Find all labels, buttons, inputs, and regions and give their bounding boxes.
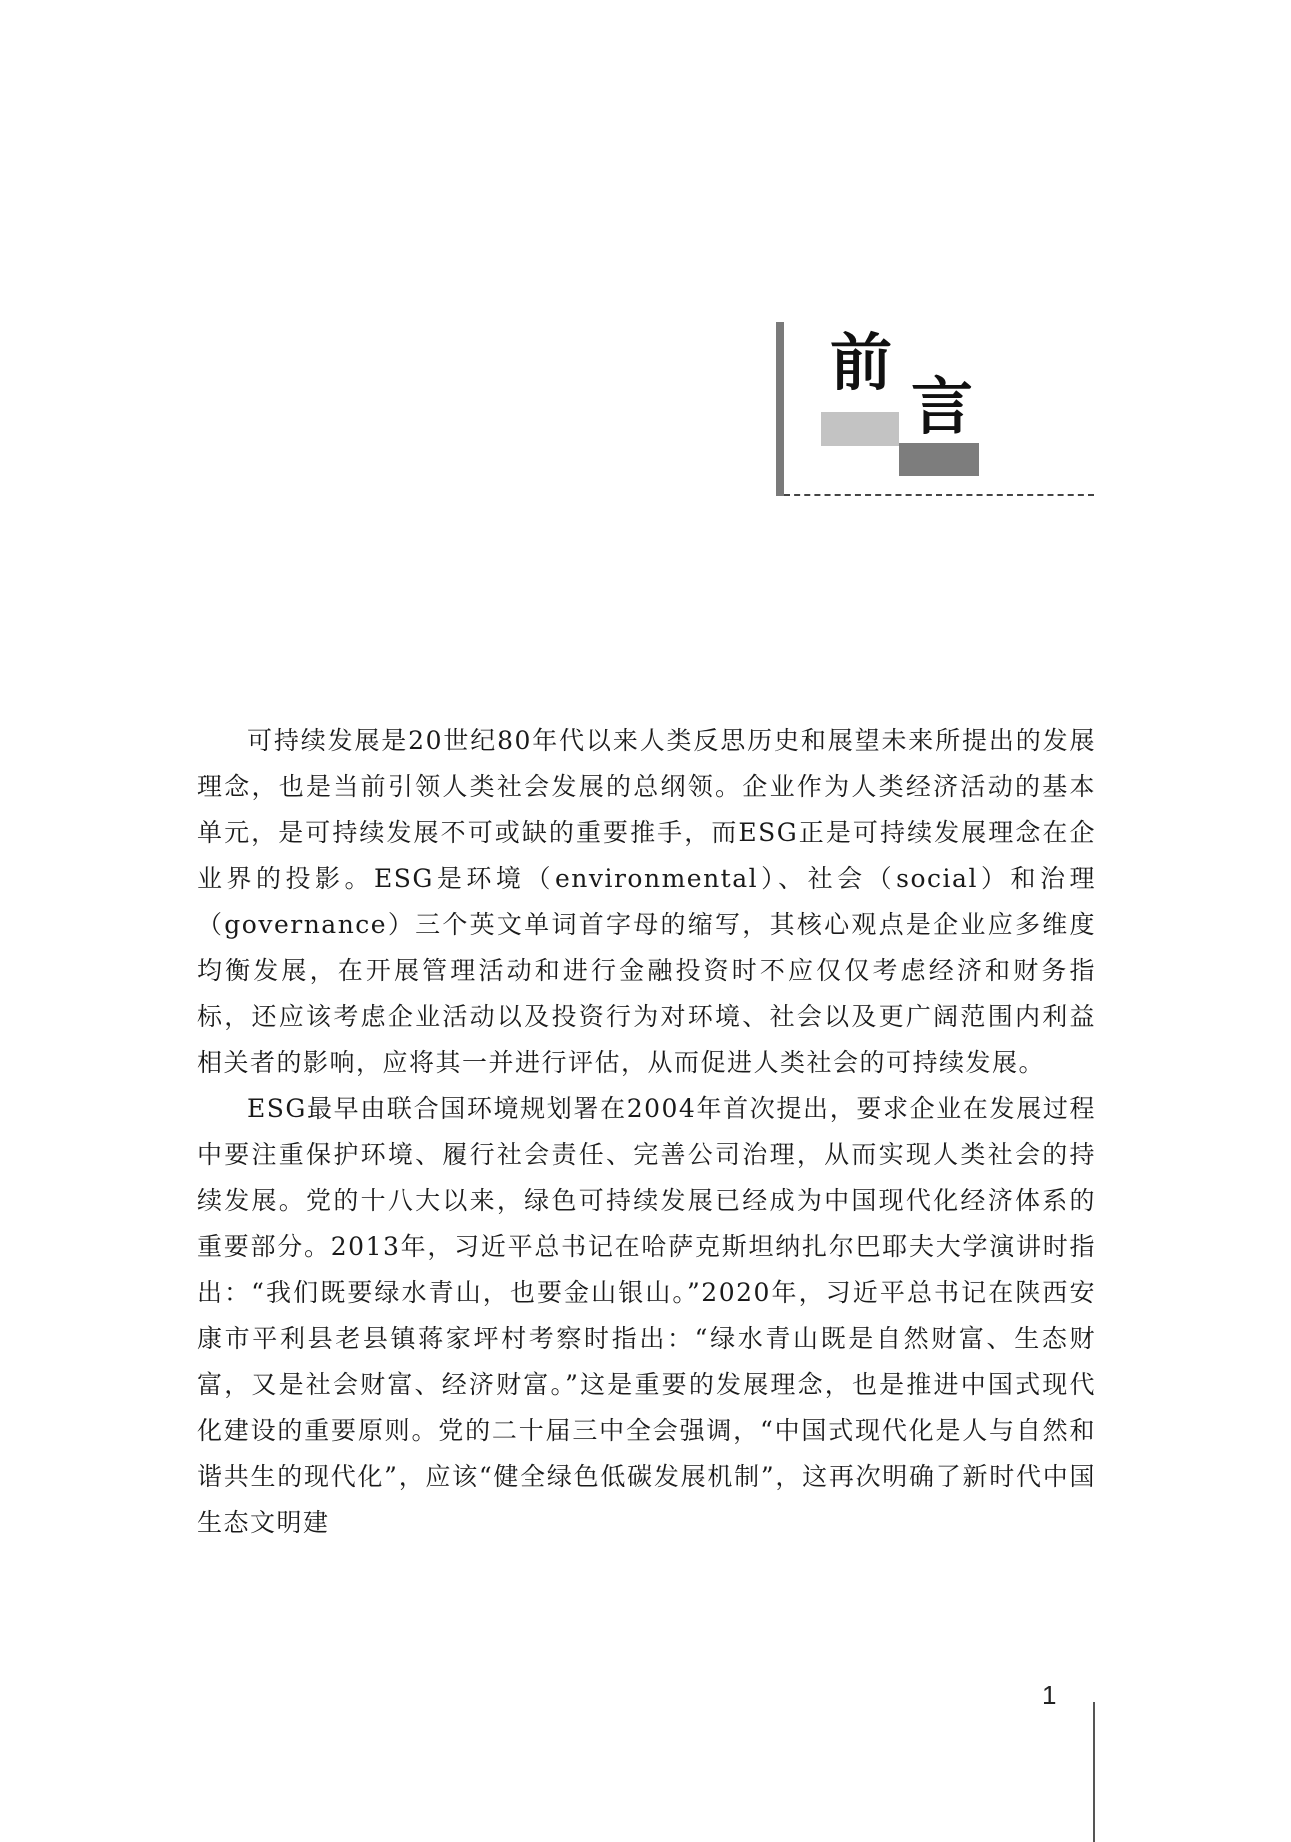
- heading-dashed-rule: [784, 494, 1094, 496]
- paragraph-2: ESG最早由联合国环境规划署在2004年首次提出，要求企业在发展过程中要注重保护环境、履行社会责任、完善公司治理，从而实现人类社会的持续发展。党的十八大以来，绿色可持续发展已经成为中国现代化经济体系的重要部分。2013年，习近平总书记在哈萨克斯坦纳扎尔巴耶夫大学演讲时指出：“我们既要绿水青山，也要金山银山。”2020年，习近平总书记在陕西安康市平利县老县镇蒋家坪村考察时指出：“绿水青山既是自然财富、生态财富，又是社会财富、经济财富。”这是重要的发展理念，也是推进中国式现代化建设的重要原则。党的二十届三中全会强调，“中国式现代化是人与自然和谐共生的现代化”，应该“健全绿色低碳发展机制”，这再次明确了新时代中国生态文明建: [197, 1094, 1096, 1537]
- heading-title-char-1: 前: [830, 326, 893, 399]
- chapter-heading: [776, 320, 1096, 500]
- page-number: 1: [1042, 1680, 1057, 1710]
- heading-title-char-2: 言: [911, 370, 974, 443]
- page-edge-rule: [1093, 1702, 1095, 1842]
- heading-vertical-bar: [776, 322, 784, 496]
- heading-light-bar: [821, 412, 899, 446]
- body-text: [197, 718, 1096, 1546]
- heading-dark-bar: [899, 443, 979, 476]
- paragraph-1: 可持续发展是20世纪80年代以来人类反思历史和展望未来所提出的发展理念，也是当前引领人类社会发展的总纲领。企业作为人类经济活动的基本单元，是可持续发展不可或缺的重要推手，而ESG正是可持续发展理念在企业界的投影。ESG是环境（environmental）、社会（social）和治理（governance）三个英文单词首字母的缩写，其核心观点是企业应多维度均衡发展，在开展管理活动和进行金融投资时不应仅仅考虑经济和财务指标，还应该考虑企业活动以及投资行为对环境、社会以及更广阔范围内利益相关者的影响，应将其一并进行评估，从而促进人类社会的可持续发展。: [197, 726, 1096, 1077]
